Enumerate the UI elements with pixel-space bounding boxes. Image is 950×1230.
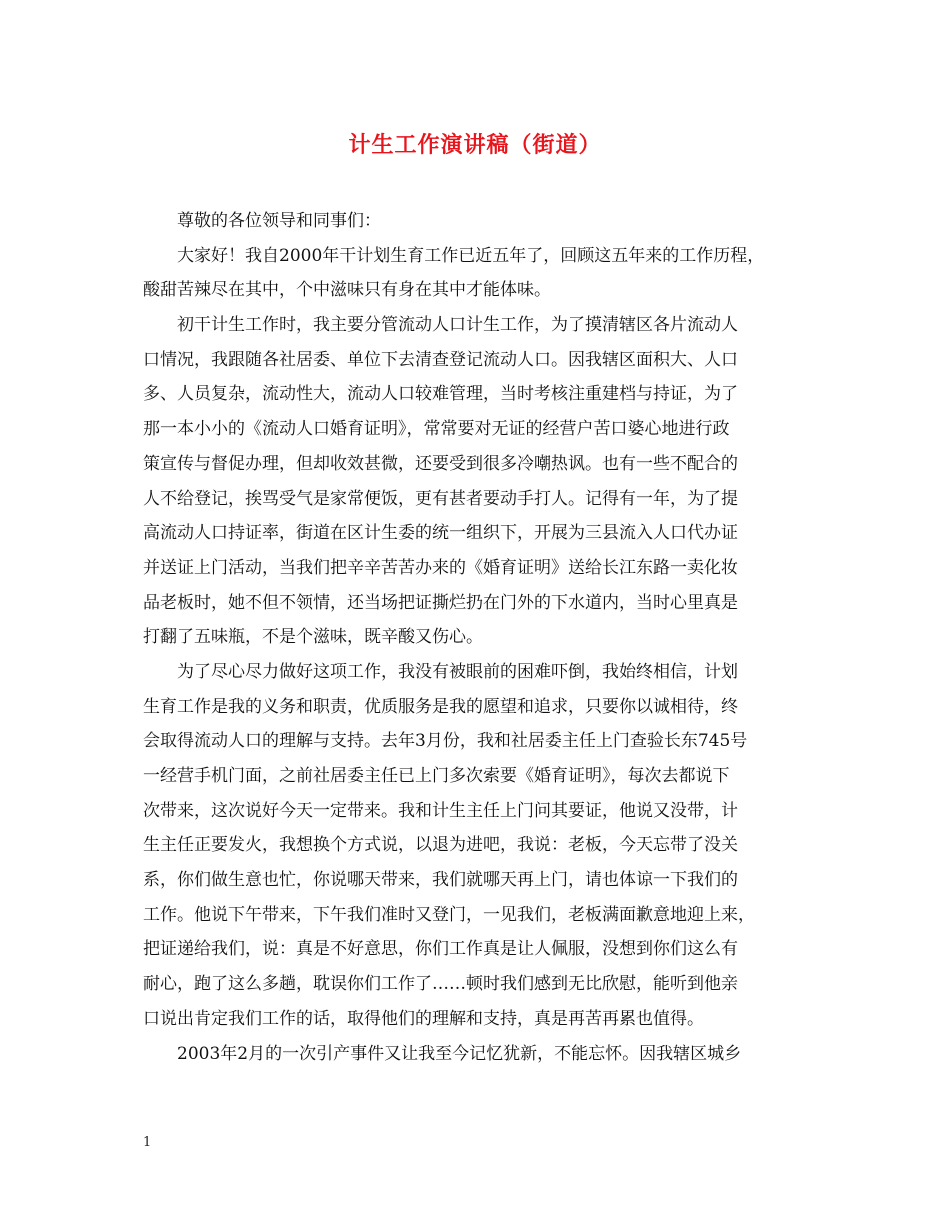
- text-line: 初干计生工作时，我主要分管流动人口计生工作，为了摸清辖区各片流动人: [177, 315, 738, 336]
- text-line: 大家好！我自2000年干计划生育工作已近五年了，回顾这五年来的工作历程，: [177, 245, 765, 266]
- text-line: 系，你们做生意也忙，你说哪天带来，我们就哪天再上门，请也体谅一下我们的: [143, 870, 738, 891]
- text-line: 品老板时，她不但不领情，还当场把证撕烂扔在门外的下水道内，当时心里真是: [143, 592, 738, 613]
- text-line: 酸甜苦辣尽在其中，个中滋味只有身在其中才能体味。: [143, 280, 551, 301]
- text-line: 并送证上门活动，当我们把辛辛苦苦办来的《婚育证明》送给长江东路一卖化妆: [143, 557, 738, 578]
- text-line: 多、人员复杂，流动性大，流动人口较难管理，当时考核注重建档与持证，为了: [143, 384, 738, 405]
- text-line: 高流动人口持证率，街道在区计生委的统一组织下，开展为三县流入人口代办证: [143, 523, 738, 544]
- text-line: 把证递给我们，说：真是不好意思，你们工作真是让人佩服，没想到你们这么有: [143, 939, 738, 960]
- text-line: 2003年2月的一次引产事件又让我至今记忆犹新，不能忘怀。因我辖区城乡: [177, 1043, 742, 1064]
- text-line: 为了尽心尽力做好这项工作，我没有被眼前的困难吓倒，我始终相信，计划: [177, 661, 738, 682]
- text-line: 那一本小小的《流动人口婚育证明》，常常要对无证的经营户苦口婆心地进行政: [143, 419, 730, 440]
- page-number: 1: [143, 1135, 152, 1150]
- document-body: [143, 204, 823, 1071]
- text-line: 次带来，这次说好今天一定带来。我和计生主任上门问其要证，他说又没带，计: [143, 800, 738, 821]
- text-line: 耐心，跑了这么多趟，耽误你们工作了……顿时我们感到无比欣慰，能听到他亲: [143, 974, 738, 995]
- text-line: 生主任正要发火，我想换个方式说，以退为进吧，我说：老板，今天忘带了没关: [143, 835, 738, 856]
- text-line: 一经营手机门面，之前社居委主任已上门多次索要《婚育证明》，每次去都说下: [143, 766, 730, 786]
- text-line: 尊敬的各位领导和同事们：: [177, 211, 381, 231]
- text-line: 打翻了五味瓶，不是个滋味，既辛酸又伤心。: [143, 627, 483, 648]
- text-line: 口说出肯定我们工作的话，取得他们的理解和支持，真是再苦再累也值得。: [143, 1008, 704, 1029]
- text-line: 生育工作是我的义务和职责，优质服务是我的愿望和追求，只要你以诚相待，终: [143, 696, 738, 717]
- text-line: 工作。他说下午带来，下午我们准时又登门，一见我们，老板满面歉意地迎上来，: [143, 904, 755, 925]
- document-title: 计生工作演讲稿（街道）: [348, 132, 602, 158]
- text-line: 会取得流动人口的理解与支持。去年3月份，我和社居委主任上门查验长东745号: [143, 731, 748, 752]
- text-line: 策宣传与督促办理，但却收效甚微，还要受到很多冷嘲热讽。也有一些不配合的: [143, 453, 738, 474]
- text-line: 人不给登记，挨骂受气是家常便饭，更有甚者要动手打人。记得有一年，为了提: [143, 488, 738, 509]
- text-line: 口情况，我跟随各社居委、单位下去清查登记流动人口。因我辖区面积大、人口: [143, 349, 738, 370]
